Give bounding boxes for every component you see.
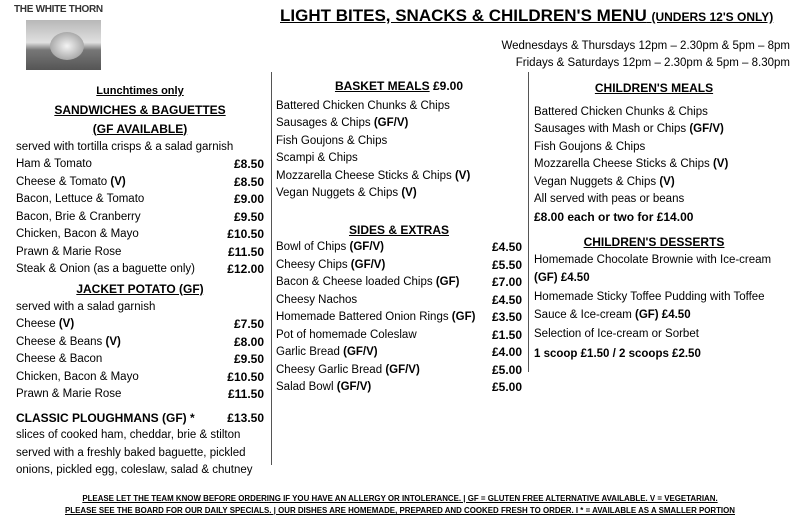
item-name xyxy=(276,344,486,362)
menu-item xyxy=(534,139,792,157)
item-price: £5.00 xyxy=(491,380,522,394)
menu-item xyxy=(276,133,522,151)
item-label: Steak & Onion (as a baguette only) xyxy=(16,263,195,275)
item-label: Battered Chicken Chunks & Chips xyxy=(534,105,708,118)
item-name xyxy=(276,115,522,133)
hours-weekday: Wednesdays & Thursdays 12pm – 2.30pm & 5pm – 8pm xyxy=(501,40,790,52)
item-tag: (GF/V) xyxy=(349,241,385,253)
item-tag: (V) xyxy=(401,187,417,199)
item-tag: (GF/V) xyxy=(373,117,409,129)
footer xyxy=(0,492,800,516)
item-name xyxy=(16,244,222,262)
column-divider xyxy=(528,72,529,372)
menu-item xyxy=(16,244,264,262)
item-name xyxy=(534,104,792,122)
sides-heading: SIDES & EXTRAS xyxy=(348,222,450,237)
menu-item xyxy=(276,292,522,310)
menu-item xyxy=(276,168,522,186)
menu-item xyxy=(276,274,522,292)
menu-item xyxy=(534,174,792,192)
item-price: £3.50 xyxy=(491,310,522,324)
dessert-scoops: 1 scoop £1.50 / 2 scoops £2.50 xyxy=(534,347,701,360)
item-name xyxy=(16,351,228,369)
dessert-price: (GF) £4.50 xyxy=(534,271,590,284)
item-tag: (GF) xyxy=(451,311,476,323)
item-name xyxy=(16,334,228,352)
item-label: Chicken, Bacon & Mayo xyxy=(16,228,139,240)
item-label: Scampi & Chips xyxy=(276,152,358,164)
logo-text: THE WHITE THORN xyxy=(14,4,103,15)
item-price: £1.50 xyxy=(491,327,522,342)
item-label: Cheesy Chips xyxy=(276,258,348,271)
item-name xyxy=(276,185,522,203)
menu-item xyxy=(16,261,264,279)
item-name xyxy=(16,226,221,244)
item-name xyxy=(276,98,522,116)
menu-item xyxy=(534,121,792,139)
menu-item xyxy=(276,239,522,257)
menu-item xyxy=(276,309,522,327)
item-label: Bowl of Chips xyxy=(276,241,347,253)
menu-item xyxy=(534,156,792,174)
dessert-price: (GF) £4.50 xyxy=(634,308,691,321)
dessert-line: Sauce & Ice-cream xyxy=(534,308,635,321)
column-divider xyxy=(271,72,272,465)
item-price: £9.00 xyxy=(233,192,264,206)
item-label: Cheese & Tomato xyxy=(16,175,108,188)
item-name xyxy=(16,156,228,174)
item-name xyxy=(276,133,522,151)
item-label: Ham & Tomato xyxy=(16,158,92,170)
children-price: £8.00 each or two for £14.00 xyxy=(534,209,694,224)
dessert-brownie xyxy=(534,252,792,287)
item-label: Cheesy Garlic Bread xyxy=(276,363,383,376)
item-label: Prawn & Marie Rose xyxy=(16,245,122,258)
item-tag: (V) xyxy=(454,169,471,182)
sandwiches-heading: SANDWICHES & BAGUETTES xyxy=(54,102,226,117)
item-label: Prawn & Marie Rose xyxy=(16,388,122,400)
item-price: £10.50 xyxy=(227,227,264,241)
menu-item xyxy=(16,226,264,244)
title-note: (UNDERS 12'S ONLY) xyxy=(651,10,774,24)
item-price: £4.00 xyxy=(491,345,522,359)
item-label: Vegan Nuggets & Chips xyxy=(534,175,657,188)
item-tag: (GF/V) xyxy=(336,381,372,393)
jacket-desc: served with a salad garnish xyxy=(16,300,156,313)
menu-item xyxy=(534,104,792,122)
item-name xyxy=(16,209,228,227)
item-label: Vegan Nuggets & Chips xyxy=(276,187,399,199)
item-price: £4.50 xyxy=(491,240,522,254)
item-label: Garlic Bread xyxy=(276,346,340,358)
sandwiches-desc: served with tortilla crisps & a salad garnish xyxy=(16,140,234,153)
footer-specials: PLEASE SEE THE BOARD FOR OUR DAILY SPECIALS. | OUR DISHES ARE HOMEMADE, PREPARED AND COOKED FRESH TO ORDER. I * = AVAILABLE AS A SMALLER PORTION xyxy=(65,505,735,515)
menu-item xyxy=(16,209,264,227)
item-label: Battered Chicken Chunks & Chips xyxy=(276,99,450,112)
item-price: £8.50 xyxy=(233,174,264,189)
item-label: Sausages & Chips xyxy=(276,117,371,129)
item-tag: (V) xyxy=(58,318,75,330)
dessert-line: Homemade Chocolate Brownie with Ice-cream xyxy=(534,254,772,266)
item-price: £8.00 xyxy=(233,334,264,349)
item-label: Fish Goujons & Chips xyxy=(276,134,388,147)
item-name xyxy=(16,316,228,334)
item-price: £11.50 xyxy=(227,387,264,401)
item-label: Homemade Battered Onion Rings xyxy=(276,311,449,323)
middle-column xyxy=(276,78,522,397)
ploughmans-price: £13.50 xyxy=(227,410,264,425)
item-name xyxy=(276,168,522,186)
item-name xyxy=(276,309,486,327)
item-label: Cheesy Nachos xyxy=(276,293,358,306)
item-tag: (GF/V) xyxy=(689,123,724,135)
menu-item xyxy=(16,369,264,387)
item-label: Cheese & Bacon xyxy=(16,353,103,365)
jacket-heading: JACKET POTATO (GF) xyxy=(76,281,204,296)
item-label: Cheese xyxy=(16,318,56,330)
item-name xyxy=(16,369,221,387)
ploughmans-title: CLASSIC PLOUGHMANS (GF) * xyxy=(16,410,195,425)
dessert-sorbet: Selection of Ice-cream or Sorbet xyxy=(534,328,699,340)
item-name xyxy=(276,292,486,310)
menu-item xyxy=(276,327,522,345)
item-tag: (V) xyxy=(712,158,729,170)
item-name xyxy=(276,274,486,292)
title-text: LIGHT BITES, SNACKS & CHILDREN'S MENU xyxy=(280,6,647,25)
menu-item xyxy=(276,115,522,133)
ploughmans-desc-1: slices of cooked ham, cheddar, brie & stilton xyxy=(16,429,241,441)
item-label: Chicken, Bacon & Mayo xyxy=(16,370,139,383)
item-name xyxy=(16,174,228,192)
item-tag: (V) xyxy=(105,335,121,348)
gf-available-heading: (GF AVAILABLE) xyxy=(92,121,188,136)
item-name xyxy=(276,379,486,397)
dessert-line: Homemade Sticky Toffee Pudding with Toffee xyxy=(534,291,765,303)
lunchtimes-note: Lunchtimes only xyxy=(96,85,184,97)
item-name xyxy=(534,156,792,174)
right-column xyxy=(534,80,792,363)
item-name xyxy=(16,386,222,404)
menu-item xyxy=(276,185,522,203)
menu-item xyxy=(16,386,264,404)
item-label: Fish Goujons & Chips xyxy=(534,140,646,153)
ploughmans-desc-2: served with a freshly baked baguette, pickled xyxy=(16,446,246,459)
item-name xyxy=(16,191,228,209)
item-label: Mozzarella Cheese Sticks & Chips xyxy=(534,158,710,170)
menu-item xyxy=(16,334,264,352)
menu-item xyxy=(16,191,264,209)
item-name xyxy=(276,362,486,380)
ploughmans-row xyxy=(16,410,264,428)
item-tag: (GF) xyxy=(435,276,460,288)
item-name xyxy=(276,327,486,345)
menu-item xyxy=(276,98,522,116)
item-label: Mozzarella Cheese Sticks & Chips xyxy=(276,169,452,182)
item-name xyxy=(276,150,522,168)
left-column xyxy=(16,83,264,480)
item-price: £11.50 xyxy=(227,244,264,259)
item-price: £9.50 xyxy=(233,352,264,366)
item-label: Bacon & Cheese loaded Chips xyxy=(276,276,433,288)
menu-item xyxy=(16,351,264,369)
menu-item xyxy=(16,316,264,334)
item-price: £12.00 xyxy=(227,262,264,276)
item-price: £7.00 xyxy=(491,275,522,289)
item-tag: (V) xyxy=(659,175,675,188)
children-heading: CHILDREN'S MEALS xyxy=(594,81,714,95)
item-tag: (GF/V) xyxy=(385,363,420,376)
item-label: Cheese & Beans xyxy=(16,335,103,348)
item-price: £4.50 xyxy=(491,292,522,307)
item-price: £8.50 xyxy=(233,157,264,171)
item-price: £5.50 xyxy=(491,257,522,272)
desserts-heading: CHILDREN'S DESSERTS xyxy=(583,235,725,249)
item-name xyxy=(534,174,792,192)
menu-item xyxy=(16,174,264,192)
menu-item xyxy=(16,156,264,174)
item-name xyxy=(16,261,221,279)
item-label: Bacon, Lettuce & Tomato xyxy=(16,193,145,205)
hours-weekend: Fridays & Saturdays 12pm – 2.30pm & 5pm – 8.30pm xyxy=(515,57,790,69)
item-label: Salad Bowl xyxy=(276,381,334,393)
children-note: All served with peas or beans xyxy=(534,193,685,205)
basket-price: £9.00 xyxy=(432,79,464,93)
item-price: £10.50 xyxy=(227,369,264,384)
menu-item xyxy=(276,344,522,362)
dessert-toffee xyxy=(534,289,792,324)
item-label: Bacon, Brie & Cranberry xyxy=(16,210,141,223)
ploughmans-desc-3: onions, pickled egg, coleslaw, salad & chutney xyxy=(16,464,253,476)
menu-item xyxy=(276,257,522,275)
page-title xyxy=(280,6,773,26)
footer-allergy: PLEASE LET THE TEAM KNOW BEFORE ORDERING IF YOU HAVE AN ALLERGY OR INTOLERANCE. | GF = GLUTEN FREE ALTERNATIVE AVAILABLE. V = VEGETARIAN. xyxy=(82,493,718,503)
item-name xyxy=(276,239,486,257)
menu-item xyxy=(276,362,522,380)
item-name xyxy=(276,257,486,275)
item-price: £5.00 xyxy=(491,362,522,377)
item-tag: (GF/V) xyxy=(350,258,386,271)
item-price: £7.50 xyxy=(233,317,264,331)
item-tag: (V) xyxy=(110,175,126,188)
logo-image xyxy=(26,20,101,70)
basket-title: BASKET MEALS xyxy=(334,79,430,93)
menu-item xyxy=(276,379,522,397)
item-price: £9.50 xyxy=(233,209,264,224)
menu-item xyxy=(276,150,522,168)
item-name xyxy=(534,139,792,157)
item-label: Pot of homemade Coleslaw xyxy=(276,328,417,341)
item-label: Sausages with Mash or Chips xyxy=(534,123,687,135)
basket-heading xyxy=(276,78,522,96)
item-tag: (GF/V) xyxy=(343,346,378,358)
item-name xyxy=(534,121,792,139)
